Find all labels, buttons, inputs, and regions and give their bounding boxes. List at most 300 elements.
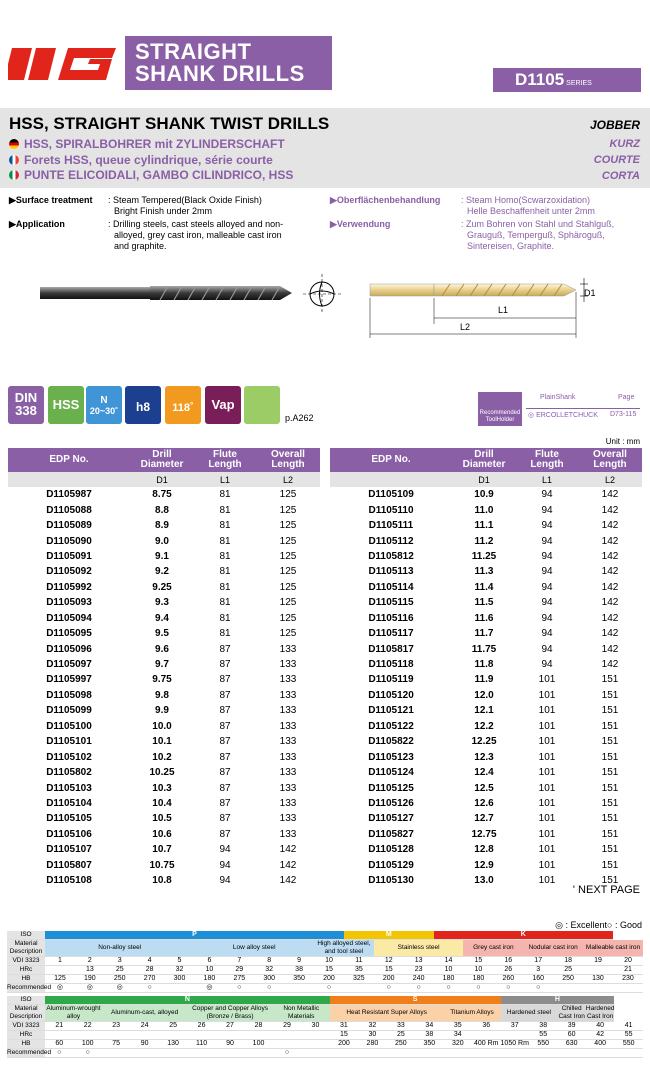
hb-cell: 200 — [314, 975, 344, 984]
yg-logo — [8, 40, 120, 88]
hrc-cell: 21 — [613, 966, 643, 975]
hrc-cell: 10 — [194, 966, 224, 975]
hb-cell: 250 — [553, 975, 583, 984]
diameter-cell: 12.3 — [474, 751, 494, 763]
product-title: HSS, STRAIGHT SHANK TWIST DRILLS — [9, 114, 330, 133]
flute-length-cell: 94 — [541, 612, 553, 624]
overall-length-cell: 133 — [279, 813, 297, 825]
flute-length-cell: 101 — [538, 736, 556, 748]
material-label: Material Description — [7, 940, 45, 957]
edp-cell: D1105094 — [46, 612, 92, 624]
hrc-cell: 38 — [415, 1031, 443, 1040]
hb-cell: 200 — [374, 975, 404, 984]
hrc-cell: 10 — [434, 966, 464, 975]
diameter-cell: 9.3 — [155, 597, 169, 609]
edp-cell: D1105103 — [46, 782, 92, 794]
edp-cell: D1105807 — [46, 859, 92, 871]
rec-cell — [472, 1049, 500, 1058]
flute-length-cell: 101 — [538, 767, 556, 779]
rec-cell — [165, 984, 195, 993]
hrc-cell — [73, 1031, 101, 1040]
iso-label: ISO — [7, 996, 45, 1005]
material-cell: Grey cast iron — [463, 940, 523, 957]
table-row — [330, 827, 642, 842]
rec-cell: ○ — [404, 984, 434, 993]
rec-cell — [501, 1049, 529, 1058]
overall-length-cell: 142 — [601, 628, 619, 640]
edp-cell: D1105096 — [46, 643, 92, 655]
overall-length-cell: 125 — [279, 520, 297, 532]
overall-length-cell: 142 — [601, 566, 619, 578]
table-row — [8, 626, 320, 641]
vdi-cell: 40 — [586, 1022, 614, 1031]
diameter-cell: 8.8 — [155, 504, 169, 516]
vdi-cell: 4 — [135, 957, 165, 966]
table-row — [330, 533, 642, 548]
hrc-cell: 3 — [523, 966, 553, 975]
edp-cell: D1105124 — [368, 767, 414, 779]
rec-cell: ○ — [493, 984, 523, 993]
application-text: : Drilling steels, cast steels alloyed and non- alloyed, grey cast iron, malleable cast iron and graphite. — [108, 219, 284, 251]
hrc-cell: 38 — [284, 966, 314, 975]
rec-cell — [553, 984, 583, 993]
overall-length-cell: 151 — [601, 844, 619, 856]
diameter-cell: 10.2 — [152, 751, 172, 763]
germany-flag-icon — [9, 139, 19, 149]
diameter-cell: 8.75 — [152, 489, 172, 501]
hb-cell: 350 — [415, 1040, 443, 1049]
flute-length-cell: 101 — [538, 720, 556, 732]
table-row — [8, 858, 320, 873]
flute-length-cell: 94 — [541, 520, 553, 532]
dim-l2-label: L2 — [460, 322, 471, 332]
overall-length-cell: 151 — [601, 875, 619, 887]
vdi-cell: 1 — [45, 957, 75, 966]
hrc-cell — [45, 966, 75, 975]
diameter-cell: 9.75 — [152, 674, 172, 686]
flute-length-cell: 94 — [219, 859, 231, 871]
flute-length-cell: 87 — [219, 659, 231, 671]
diameter-cell: 13.0 — [474, 875, 494, 887]
hb-cell: 1050 Rm — [500, 1040, 529, 1047]
flute-length-cell: 94 — [541, 643, 553, 655]
overall-length-cell: 133 — [279, 674, 297, 686]
table-row — [330, 688, 642, 703]
flute-length-cell: 81 — [219, 597, 231, 609]
rec-label: Recommended — [7, 984, 52, 991]
edp-cell: D1105119 — [368, 674, 414, 686]
vdi-cell: 9 — [284, 957, 314, 966]
diameter-cell: 11.2 — [474, 535, 494, 547]
overall-length-cell: 125 — [279, 535, 297, 547]
material-cell: Hardened steel — [501, 1005, 558, 1022]
rec-cell: ○ — [463, 984, 493, 993]
overall-length-cell: 142 — [601, 659, 619, 671]
hrc-cell: 25 — [387, 1031, 415, 1040]
table-row — [8, 734, 320, 749]
rec-cell — [444, 1049, 472, 1058]
diameter-cell: 9.2 — [155, 566, 169, 578]
de-app-text: : Zum Bohren von Stahl und Stahlguß, Grauguß, Temperguß, Sphäroguß, Sintereisen, Graphite. — [461, 219, 615, 251]
material-label: Material Description — [7, 1005, 45, 1022]
edp-cell: D1105115 — [368, 597, 414, 609]
rec-cell — [159, 1049, 187, 1058]
edp-cell: D1105093 — [46, 597, 92, 609]
edp-cell: D1105827 — [368, 828, 414, 840]
rec-cell: ○ — [73, 1049, 101, 1058]
edp-cell: D1105101 — [46, 736, 92, 748]
diameter-cell: 12.0 — [474, 689, 494, 701]
flute-length-cell: 94 — [541, 550, 553, 562]
edp-cell: D1105113 — [368, 566, 414, 578]
hrc-cell: 10 — [463, 966, 493, 975]
hrc-cell: 13 — [75, 966, 105, 975]
overall-length-cell: 142 — [279, 844, 297, 856]
vdi-cell: 28 — [244, 1022, 272, 1031]
flute-length-cell: 101 — [538, 828, 556, 840]
next-page-link[interactable]: ' NEXT PAGE — [572, 884, 640, 896]
table-row — [330, 780, 642, 795]
iso-group-M: M — [344, 931, 434, 940]
diameter-cell: 11.7 — [474, 628, 494, 640]
hb-cell: 190 — [75, 975, 105, 984]
diameter-cell: 10.6 — [152, 828, 172, 840]
flute-length-cell: 101 — [538, 782, 556, 794]
hb-cell: 630 — [557, 1040, 585, 1049]
overall-length-cell: 125 — [279, 566, 297, 578]
hrc-label: HRc — [7, 1031, 45, 1040]
edp-cell: D1105992 — [46, 581, 92, 593]
table-row — [8, 749, 320, 764]
hb-cell: 90 — [216, 1040, 244, 1049]
table-row — [330, 518, 642, 533]
iso-table-bottom — [7, 996, 643, 1058]
overall-length-cell: 142 — [279, 875, 297, 887]
diameter-cell: 9.1 — [155, 550, 169, 562]
rec-cell — [586, 1049, 614, 1058]
vdi-cell: 15 — [463, 957, 493, 966]
overall-length-cell: 133 — [279, 828, 297, 840]
table-row — [8, 780, 320, 795]
flute-length-cell: 94 — [541, 581, 553, 593]
flute-length-cell: 87 — [219, 813, 231, 825]
diameter-cell: 10.8 — [152, 875, 172, 887]
overall-length-cell: 142 — [601, 581, 619, 593]
rec-cell: ○ — [273, 1049, 301, 1058]
vdi-cell: 26 — [187, 1022, 215, 1031]
vdi-cell: 19 — [583, 957, 613, 966]
material-cell: Stainless steel — [374, 940, 464, 957]
flute-length-cell: 87 — [219, 767, 231, 779]
edp-cell: D1105107 — [46, 844, 92, 856]
edp-cell: D1105111 — [368, 520, 414, 532]
overall-length-cell: 133 — [279, 643, 297, 655]
diameter-cell: 11.3 — [474, 566, 494, 578]
flute-length-cell: 87 — [219, 705, 231, 717]
overall-length-cell: 125 — [279, 581, 297, 593]
edp-cell: D1105089 — [46, 520, 92, 532]
edp-cell: D1105122 — [368, 720, 414, 732]
recommended-toolholder-badge: Recommended ToolHolder — [478, 392, 522, 426]
hrc-cell: 15 — [314, 966, 344, 975]
table-row — [8, 580, 320, 595]
vdi-cell: 24 — [130, 1022, 158, 1031]
overall-length-cell: 133 — [279, 767, 297, 779]
diameter-cell: 11.6 — [474, 612, 494, 624]
col-header-overall: Overall Length — [578, 448, 642, 472]
diameter-cell: 10.1 — [152, 736, 172, 748]
rec-cell — [387, 1049, 415, 1058]
hrc-cell — [501, 1031, 529, 1040]
rec-cell: ○ — [135, 984, 165, 993]
hb-cell: 550 — [529, 1040, 557, 1049]
lang-tag-fr: COURTE — [593, 154, 640, 166]
diameter-cell: 12.5 — [474, 782, 494, 794]
overall-length-cell: 125 — [279, 550, 297, 562]
vdi-cell: 10 — [314, 957, 344, 966]
rec-cell: ◎ — [194, 984, 224, 993]
table-row — [330, 703, 642, 718]
hb-cell: 320 — [444, 1040, 472, 1049]
diameter-cell: 11.1 — [474, 520, 494, 532]
table-row — [8, 688, 320, 703]
rec-cell — [529, 1049, 557, 1058]
hb-cell: 110 — [187, 1040, 215, 1049]
drill-photo — [40, 282, 295, 309]
material-cell: Low alloy steel — [194, 940, 314, 957]
iso-group-P: P — [45, 931, 344, 940]
lang-line-it: PUNTE ELICOIDALI, GAMBO CILINDRICO, HSS — [9, 168, 293, 182]
dim-l1-label: L1 — [498, 305, 509, 315]
edp-cell: D1105129 — [368, 859, 414, 871]
hrc-cell: 42 — [586, 1031, 614, 1040]
hrc-cell: 32 — [254, 966, 284, 975]
page-title: STRAIGHT SHANK DRILLS — [125, 36, 332, 90]
rec-cell: ◎ — [105, 984, 135, 993]
hrc-cell: 55 — [614, 1031, 643, 1040]
table-row — [8, 796, 320, 811]
overall-length-cell: 142 — [601, 597, 619, 609]
material-cell: Non-alloy steel — [45, 940, 194, 957]
vdi-cell: 16 — [493, 957, 523, 966]
rec-cell — [614, 1049, 643, 1058]
flute-length-cell: 81 — [219, 504, 231, 516]
overall-length-cell: 151 — [601, 828, 619, 840]
hb-cell: 300 — [165, 975, 195, 984]
table-row — [8, 641, 320, 656]
vap-badge: Vap — [205, 386, 241, 424]
overall-length-cell: 151 — [601, 689, 619, 701]
diameter-cell: 12.7 — [474, 813, 494, 825]
overall-length-cell: 133 — [279, 659, 297, 671]
flute-length-cell: 81 — [219, 489, 231, 501]
table-row — [8, 703, 320, 718]
overall-length-cell: 151 — [601, 736, 619, 748]
overall-length-cell: 142 — [601, 504, 619, 516]
flute-length-cell: 87 — [219, 782, 231, 794]
hrc-cell — [45, 1031, 73, 1040]
unit-label: Unit : mm — [605, 437, 640, 446]
dim-d1-label: D1 — [584, 288, 596, 298]
vdi-cell: 29 — [273, 1022, 301, 1031]
overall-length-cell: 151 — [601, 797, 619, 809]
flute-length-cell: 87 — [219, 643, 231, 655]
flute-length-cell: 87 — [219, 736, 231, 748]
application-label: ▶Application — [9, 219, 65, 229]
overall-length-cell: 133 — [279, 736, 297, 748]
diameter-cell: 9.0 — [155, 535, 169, 547]
flute-length-cell: 94 — [541, 489, 553, 501]
vdi-label: VDI 3323 — [7, 1022, 45, 1031]
flute-length-cell: 101 — [538, 674, 556, 686]
rec-cell — [244, 1049, 272, 1058]
edp-cell: D1105117 — [368, 628, 414, 640]
de-app-label: ▶Verwendung — [330, 219, 391, 229]
edp-cell: D1105130 — [368, 875, 414, 887]
overall-length-cell: 125 — [279, 597, 297, 609]
overall-length-cell: 151 — [601, 813, 619, 825]
diameter-cell: 9.7 — [155, 659, 169, 671]
diameter-cell: 9.25 — [152, 581, 172, 593]
table-row — [330, 487, 642, 502]
lang-tag-it: CORTA — [601, 170, 640, 182]
diameter-cell: 10.7 — [152, 844, 172, 856]
vdi-cell: 17 — [523, 957, 553, 966]
col-header-drill: Drill Diameter — [452, 448, 516, 472]
diameter-cell: 12.2 — [474, 720, 494, 732]
overall-length-cell: 142 — [601, 612, 619, 624]
flute-length-cell: 87 — [219, 797, 231, 809]
edp-cell: D1105126 — [368, 797, 414, 809]
edp-cell: D1105095 — [46, 628, 92, 640]
rec-cell — [583, 984, 613, 993]
iso-group-H: H — [501, 996, 615, 1005]
overall-length-cell: 151 — [601, 782, 619, 794]
col-header-drill: Drill Diameter — [130, 448, 194, 472]
overall-length-cell: 151 — [601, 751, 619, 763]
material-cell: Copper and Copper Alloys (Bronze / Brass) — [187, 1005, 272, 1022]
rec-cell: ○ — [314, 984, 344, 993]
hb-cell: 75 — [102, 1040, 130, 1049]
overall-length-cell: 151 — [601, 674, 619, 686]
overall-length-cell: 133 — [279, 782, 297, 794]
flute-length-cell: 81 — [219, 550, 231, 562]
de-surface-text: : Steam Homo(Scwarzoxidation) Helle Beschaffenheit unter 2mm — [461, 195, 595, 216]
rec-cell — [344, 984, 374, 993]
edp-cell: D1105116 — [368, 612, 414, 624]
vdi-cell: 11 — [344, 957, 374, 966]
material-cell: High alloyed steel, and tool steel — [314, 940, 374, 957]
hb-cell: 180 — [194, 975, 224, 984]
edp-cell: D1105123 — [368, 751, 414, 763]
vdi-cell: 12 — [374, 957, 404, 966]
edp-cell: D1105105 — [46, 813, 92, 825]
col-header-edp: EDP No. — [330, 448, 452, 472]
material-cell: Heat Resistant Super Alloys — [330, 1005, 444, 1022]
overall-length-cell: 133 — [279, 720, 297, 732]
rec-cell — [358, 1049, 386, 1058]
table-row — [8, 564, 320, 579]
table-row — [8, 487, 320, 502]
overall-length-cell: 151 — [601, 705, 619, 717]
vdi-cell: 27 — [216, 1022, 244, 1031]
vdi-cell: 18 — [553, 957, 583, 966]
flute-length-cell: 94 — [541, 566, 553, 578]
rec-cell — [613, 984, 643, 993]
vdi-cell: 5 — [165, 957, 195, 966]
edp-table-right: EDP No. Drill Diameter Flute Length Overall Length D1 L1 L2 D1105109 10.9 94 142 D1105110 11.0 94 142 D1105111 11.1 94 142 D1105112 11.2 94 142 D1105812 11.25 94 142 D1105113 11.3 94 142 D1105114 11.4 94 142 D1105115 11.5 94 142 D1105116 11.6 94 142 D1105117 11.7 94 142 D1105817 11.75 94 142 D1105118 11.8 94 142 D1105119 11.9 101 151 D1105120 12.0 101 151 D1105121 12.1 101 151 D1105122 12.2 101 151 D1105822 12.25 101 151 D1105123 12.3 101 151 D1105124 12.4 101 151 D1105125 12.5 101 151 D1105126 12.6 101 151 D1105127 12.7 101 151 D1105827 12.75 101 151 D1105128 12.8 101 151 D1105129 12.9 101 151 D1105130 13.0 101 151 — [330, 448, 642, 888]
table-row — [8, 595, 320, 610]
vdi-cell: 36 — [472, 1022, 500, 1031]
diameter-cell: 11.8 — [474, 659, 494, 671]
edp-cell: D1105120 — [368, 689, 414, 701]
table-row — [8, 533, 320, 548]
diameter-cell: 9.4 — [155, 612, 169, 624]
table-row — [8, 549, 320, 564]
overall-length-cell: 125 — [279, 612, 297, 624]
edp-cell: D1105817 — [368, 643, 414, 655]
rec-cell: ◎ — [75, 984, 105, 993]
hb-cell: 100 — [73, 1040, 101, 1049]
hb-cell: 60 — [45, 1040, 73, 1049]
edp-cell: D1105106 — [46, 828, 92, 840]
diameter-cell: 10.9 — [474, 489, 494, 501]
diameter-cell: 10.25 — [149, 767, 175, 779]
table-row — [330, 657, 642, 672]
table-row — [330, 842, 642, 857]
col-header-flute: Flute Length — [194, 448, 256, 472]
hb-cell: 160 — [523, 975, 553, 984]
diameter-cell: 11.0 — [474, 504, 494, 516]
hb-label: HB — [7, 1040, 45, 1049]
diameter-cell: 8.9 — [155, 520, 169, 532]
diameter-cell: 11.9 — [474, 674, 494, 686]
edp-cell: D1105088 — [46, 504, 92, 516]
flute-length-cell: 81 — [219, 566, 231, 578]
edp-cell: D1105121 — [368, 705, 414, 717]
hrc-cell: 25 — [553, 966, 583, 975]
edp-cell: D1105104 — [46, 797, 92, 809]
hb-cell: 200 — [330, 1040, 358, 1049]
hb-cell: 90 — [130, 1040, 158, 1049]
vdi-cell: 31 — [330, 1022, 358, 1031]
flute-length-cell: 87 — [219, 828, 231, 840]
hrc-cell: 26 — [493, 966, 523, 975]
material-cell: Titanium Alloys — [444, 1005, 501, 1022]
hb-cell — [273, 1040, 301, 1049]
edp-table-left: EDP No. Drill Diameter Flute Length Overall Length D1 L1 L2 D1105987 8.75 81 125 D1105088 8.8 81 125 D1105089 8.9 81 125 D1105090 9.0 81 125 D1105091 9.1 81 125 D1105092 9.2 81 125 D1105992 9.25 81 125 D1105093 9.3 81 125 D1105094 9.4 81 125 D1105095 9.5 81 125 D1105096 9.6 87 133 D1105097 9.7 87 133 D1105997 9.75 87 133 D1105098 9.8 87 133 D1105099 9.9 87 133 D1105100 10.0 87 133 D1105101 10.1 87 133 D1105102 10.2 87 133 D1105802 10.25 87 133 D1105103 10.3 87 133 D1105104 10.4 87 133 D1105105 10.5 87 133 D1105106 10.6 87 133 D1105107 10.7 94 142 D1105807 10.75 94 142 D1105108 10.8 94 142 — [8, 448, 320, 888]
hb-cell: 125 — [45, 975, 75, 984]
hrc-cell: 29 — [224, 966, 254, 975]
flute-length-cell: 94 — [541, 628, 553, 640]
diameter-cell: 12.9 — [474, 859, 494, 871]
table-row — [8, 827, 320, 842]
rec-cell: ○ — [45, 1049, 73, 1058]
vdi-cell: 41 — [614, 1022, 643, 1031]
hb-cell: 400 Rm — [474, 1040, 499, 1047]
rec-cell: ○ — [523, 984, 553, 993]
table-row — [8, 842, 320, 857]
drill-end-view-icon — [303, 270, 341, 323]
point-angle-icon: 118˚ — [165, 386, 201, 424]
table-row — [8, 873, 320, 888]
hb-label: HB — [7, 975, 45, 984]
vdi-label: VDI 3323 — [7, 957, 45, 966]
edp-cell: D1105997 — [46, 674, 92, 686]
table-row — [330, 580, 642, 595]
flute-length-cell: 101 — [538, 689, 556, 701]
hrc-cell — [130, 1031, 158, 1040]
